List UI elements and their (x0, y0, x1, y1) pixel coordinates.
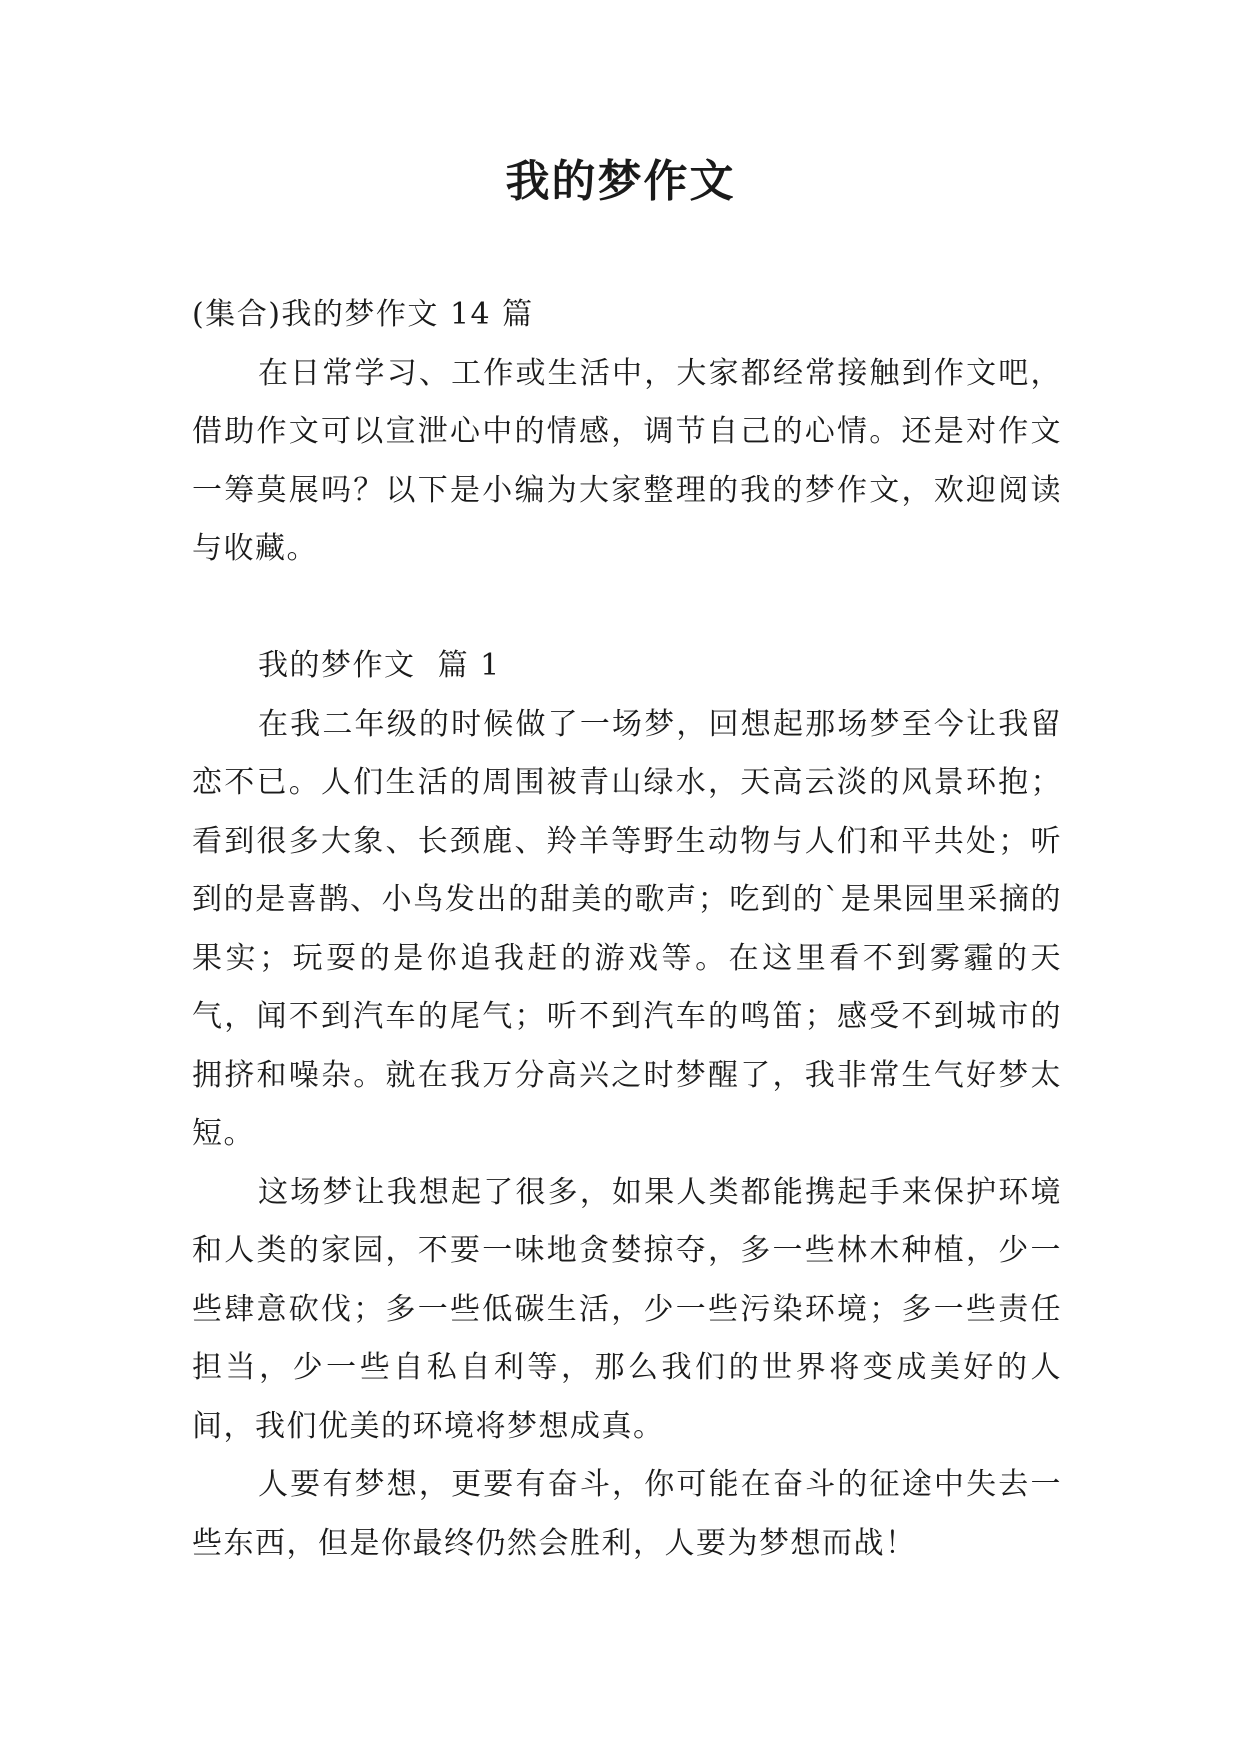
essay-paragraph-1: 在我二年级的时候做了一场梦，回想起那场梦至今让我留恋不已。人们生活的周围被青山绿水，天高云淡的风景环抱；看到很多大象、长颈鹿、羚羊等野生动物与人们和平共处；听到的是喜鹊、小鸟发出的甜美的歌声；吃到的`是果园里采摘的果实；玩耍的是你追我赶的游戏等。在这里看不到雾霾的天气，闻不到汽车的尾气；听不到汽车的鸣笛；感受不到城市的拥挤和噪杂。就在我万分高兴之时梦醒了，我非常生气好梦太短。 (192, 706, 1062, 1151)
document-body (192, 286, 1062, 1573)
essay-paragraph-2: 这场梦让我想起了很多，如果人类都能携起手来保护环境和人类的家园，不要一味地贪婪掠夺，多一些林木种植，少一些肆意砍伐；多一些低碳生活，少一些污染环境；多一些责任担当，少一些自私自利等，那么我们的世界将变成美好的人间，我们优美的环境将梦想成真。 (192, 1174, 1062, 1444)
essay-paragraph-3: 人要有梦想，更要有奋斗，你可能在奋斗的征途中失去一些东西，但是你最终仍然会胜利，人要为梦想而战！ (192, 1467, 1062, 1561)
section-heading: 我的梦作文 篇 1 (258, 648, 501, 683)
section-spacer (192, 579, 1062, 638)
intro-paragraph: 在日常学习、工作或生活中，大家都经常接触到作文吧，借助作文可以宣泄心中的情感，调节自己的心情。还是对作文一筹莫展吗？以下是小编为大家整理的我的梦作文，欢迎阅读与收藏。 (192, 355, 1062, 566)
document-title: 我的梦作文 (505, 156, 736, 207)
collection-subtitle: (集合)我的梦作文 14 篇 (192, 297, 534, 332)
